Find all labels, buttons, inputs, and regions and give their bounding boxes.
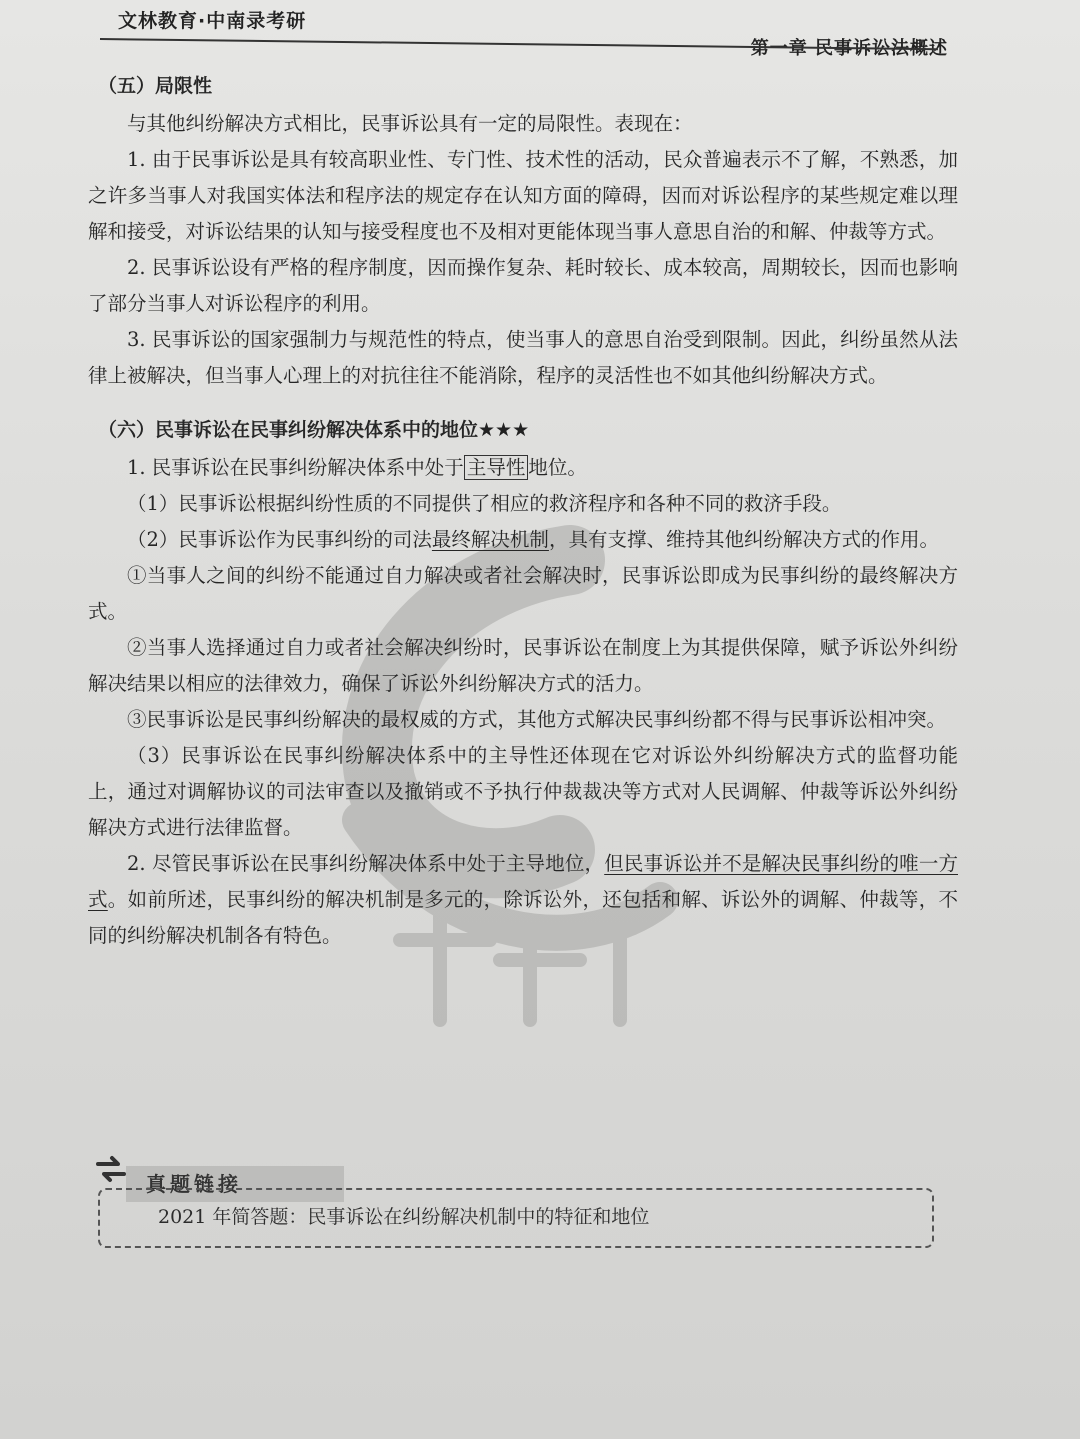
main-content bbox=[88, 64, 958, 954]
paragraph-circled-3: ③民事诉讼是民事纠纷解决的最权威的方式，其他方式解决民事纠纷都不得与民事诉讼相冲突。 bbox=[127, 708, 947, 731]
boxed-keyword: 主导性 bbox=[464, 455, 529, 480]
paragraph-circled-1: ①当事人之间的纠纷不能通过自力解决或者社会解决时，民事诉讼即成为民事纠纷的最终解决方式。 bbox=[88, 564, 958, 623]
importance-stars: ★★★ bbox=[478, 419, 530, 441]
text-fragment: 1. 民事诉讼在民事纠纷解决体系中处于 bbox=[127, 456, 464, 479]
section-heading-limitations: （五）局限性 bbox=[98, 75, 213, 97]
arrow-swap-icon bbox=[94, 1154, 128, 1184]
paragraph-limitation-3: 3. 民事诉讼的国家强制力与规范性的特点，使当事人的意思自治受到限制。因此，纠纷虽然从法律上被解决，但当事人心理上的对抗往往不能消除，程序的灵活性也不如其他纠纷解决方式。 bbox=[88, 328, 958, 387]
paragraph-sub-1: （1）民事诉讼根据纠纷性质的不同提供了相应的救济程序和各种不同的救济手段。 bbox=[127, 492, 842, 515]
header-chapter-title: 第一章 民事诉讼法概述 bbox=[750, 38, 948, 59]
text-fragment: （2）民事诉讼作为民事纠纷的司法 bbox=[127, 528, 432, 551]
exam-link-text: 2021 年简答题：民事诉讼在纠纷解决机制中的特征和地位 bbox=[158, 1206, 650, 1228]
paragraph-position-2 bbox=[88, 846, 958, 954]
text-fragment: 2. 尽管民事诉讼在民事纠纷解决体系中处于主导地位， bbox=[127, 852, 605, 875]
paragraph-limitation-2: 2. 民事诉讼设有严格的程序制度，因而操作复杂、耗时较长、成本较高，周期较长，因而也影响了部分当事人对诉讼程序的利用。 bbox=[88, 256, 958, 315]
paragraph-circled-2: ②当事人选择通过自力或者社会解决纠纷时，民事诉讼在制度上为其提供保障，赋予诉讼外纠纷解决结果以相应的法律效力，确保了诉讼外纠纷解决方式的活力。 bbox=[88, 636, 958, 695]
paragraph-sub-2 bbox=[88, 522, 958, 558]
paragraph-intro: 与其他纠纷解决方式相比，民事诉讼具有一定的局限性。表现在： bbox=[127, 112, 693, 135]
exam-link-label: 真题链接 bbox=[146, 1172, 242, 1196]
underlined-keyword: 最终解决机制 bbox=[431, 528, 549, 551]
text-fragment: 。如前所述，民事纠纷的解决机制是多元的，除诉讼外，还包括和解、诉讼外的调解、仲裁等，不同的纠纷解决机制各有特色。 bbox=[88, 888, 958, 947]
section-heading-position-text: （六）民事诉讼在民事纠纷解决体系中的地位 bbox=[98, 419, 479, 441]
header-publisher: 文林教育·中南录考研 bbox=[118, 10, 307, 32]
paragraph-limitation-1: 1. 由于民事诉讼是具有较高职业性、专门性、技术性的活动，民众普遍表示不了解，不熟悉，加之许多当事人对我国实体法和程序法的规定存在认知方面的障碍，因而对诉讼程序的某些规定难以理解和接受，对诉讼结果的认知与接受程度也不及相对更能体现当事人意思自治的和解、仲裁等方式。 bbox=[88, 148, 958, 243]
underlined-keyword: 但民事诉讼并不是解决民事纠纷的唯一方式 bbox=[88, 852, 958, 911]
paragraph-sub-3: （3）民事诉讼在民事纠纷解决体系中的主导性还体现在它对诉讼外纠纷解决方式的监督功能上，通过对调解协议的司法审查以及撤销或不予执行仲裁裁决等方式对人民调解、仲裁等诉讼外纠纷解决方式进行法律监督。 bbox=[88, 744, 958, 839]
section-heading-position bbox=[98, 412, 958, 448]
text-fragment: 地位。 bbox=[528, 456, 587, 479]
paragraph-position-1 bbox=[88, 450, 958, 486]
text-fragment: ，具有支撑、维持其他纠纷解决方式的作用。 bbox=[548, 528, 939, 551]
